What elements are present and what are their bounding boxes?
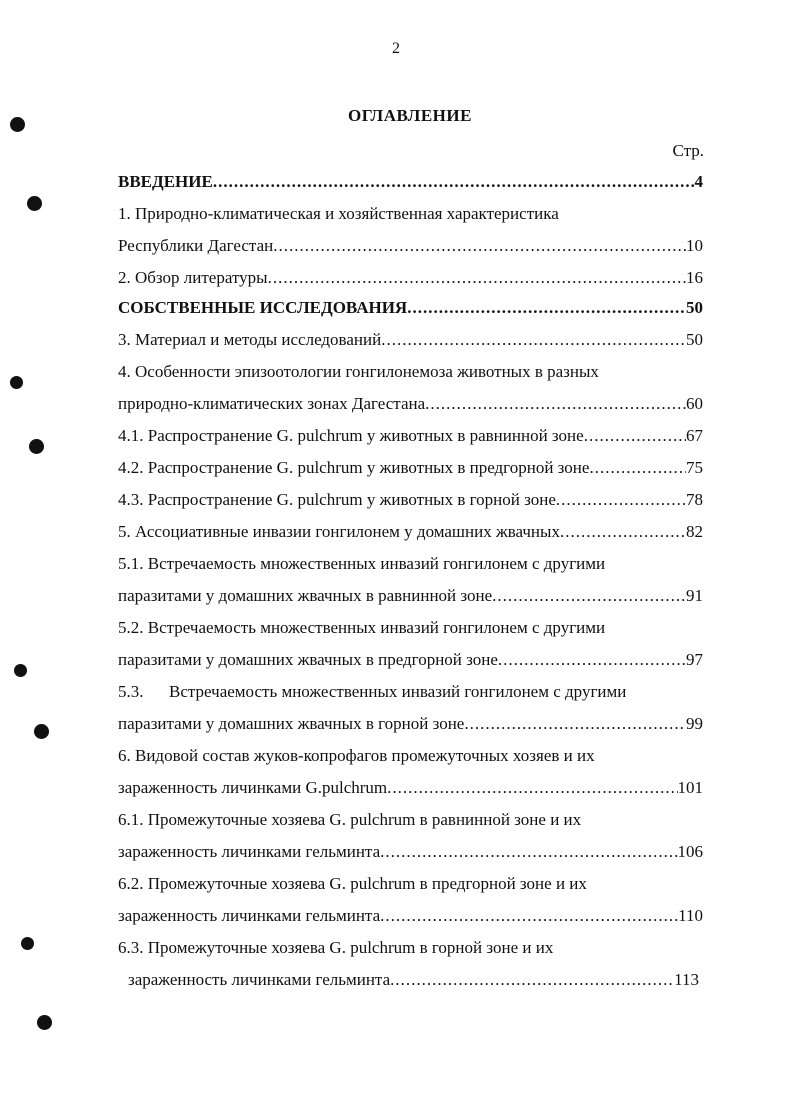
toc-entry-section-6-3-line-2[interactable] bbox=[128, 970, 699, 994]
toc-entry-section-4-3[interactable] bbox=[118, 490, 703, 514]
toc-entry-text: паразитами у домашних жвачных в горной зоне bbox=[118, 714, 465, 733]
toc-entry-text: ВВЕДЕНИЕ bbox=[118, 172, 213, 191]
toc-entry-page: 97 bbox=[686, 650, 703, 669]
toc-entry-page: 78 bbox=[686, 490, 703, 509]
toc-leader-dots bbox=[381, 330, 686, 350]
toc-leader-dots bbox=[498, 650, 686, 670]
toc-entry-section-6-1-line-1[interactable] bbox=[118, 810, 581, 834]
toc-leader-dots bbox=[380, 842, 677, 862]
toc-entry-chapter-6-line-2[interactable] bbox=[118, 778, 703, 802]
toc-entry-text: 5.1. Встречаемость множественных инвазий гонгилонем с другими bbox=[118, 554, 606, 573]
toc-entry-page: 99 bbox=[686, 714, 703, 733]
toc-entry-chapter-1-line-2[interactable] bbox=[118, 236, 703, 260]
toc-entry-text: 4. Особенности эпизоотологии гонгилонемоза животных в разных bbox=[118, 362, 599, 381]
page-number: 2 bbox=[392, 40, 400, 57]
toc-entry-text: 3. Материал и методы исследований bbox=[118, 330, 382, 349]
punch-hole-mark bbox=[10, 376, 23, 389]
toc-leader-dots bbox=[273, 236, 686, 256]
toc-entry-text: зараженность личинками гельминта bbox=[118, 906, 381, 925]
toc-entry-text: паразитами у домашних жвачных в предгорной зоне bbox=[118, 650, 498, 669]
toc-entry-page: 106 bbox=[677, 842, 703, 861]
toc-leader-dots bbox=[556, 490, 686, 510]
toc-entry-text: 2. Обзор литературы bbox=[118, 268, 268, 287]
toc-leader-dots bbox=[584, 426, 686, 446]
toc-entry-section-4-2[interactable] bbox=[118, 458, 703, 482]
toc-title: ОГЛАВЛЕНИЕ bbox=[348, 106, 472, 125]
toc-entry-page: 60 bbox=[686, 394, 703, 413]
punch-hole-mark bbox=[37, 1015, 52, 1030]
toc-entry-page: 91 bbox=[686, 586, 703, 605]
toc-entry-text: зараженность личинками G.pulchrum bbox=[118, 778, 388, 797]
toc-entry-section-5-3-line-2[interactable] bbox=[118, 714, 703, 738]
punch-hole-mark bbox=[34, 724, 49, 739]
toc-entry-section-6-2-line-2[interactable] bbox=[118, 906, 703, 930]
toc-entry-text: Республики Дагестан bbox=[118, 236, 274, 255]
toc-leader-dots bbox=[390, 970, 674, 990]
toc-entry-chapter-5[interactable] bbox=[118, 522, 703, 546]
toc-entry-section-6-3-line-1[interactable] bbox=[118, 938, 553, 962]
toc-leader-dots bbox=[492, 586, 686, 606]
toc-entry-text: зараженность личинками гельминта bbox=[118, 842, 381, 861]
page-column-label: Стр. bbox=[672, 141, 704, 160]
punch-hole-mark bbox=[27, 196, 42, 211]
toc-entry-text: природно-климатических зонах Дагестана bbox=[118, 394, 426, 413]
toc-entry-text: 4.3. Распространение G. pulchrum у животных в горной зоне bbox=[118, 490, 556, 509]
toc-entry-chapter-6-line-1[interactable] bbox=[118, 746, 595, 770]
toc-entry-chapter-3[interactable] bbox=[118, 330, 703, 354]
toc-entry-text: 5. Ассоциативные инвазии гонгилонем у домашних жвачных bbox=[118, 522, 560, 541]
toc-entry-page: 101 bbox=[677, 778, 703, 797]
toc-entry-section-5-2-line-2[interactable] bbox=[118, 650, 703, 674]
toc-entry-text: зараженность личинками гельминта bbox=[128, 970, 391, 989]
toc-leader-dots bbox=[589, 458, 686, 478]
toc-entry-text: 5.2. Встречаемость множественных инвазий гонгилонем с другими bbox=[118, 618, 606, 637]
toc-entry-text: 6.3. Промежуточные хозяева G. pulchrum в горной зоне и их bbox=[118, 938, 554, 957]
punch-hole-mark bbox=[14, 664, 27, 677]
toc-leader-dots bbox=[380, 906, 678, 926]
toc-leader-dots bbox=[425, 394, 686, 414]
toc-entry-section-5-3-line-1[interactable] bbox=[118, 682, 626, 706]
toc-leader-dots bbox=[387, 778, 677, 798]
toc-entry-text: 5.3. Встречаемость множественных инвазий гонгилонем с другими bbox=[118, 682, 627, 701]
toc-entry-page: 10 bbox=[686, 236, 703, 255]
toc-entry-section-5-2-line-1[interactable] bbox=[118, 618, 605, 642]
toc-leader-dots bbox=[560, 522, 686, 542]
toc-entry-page: 50 bbox=[686, 298, 703, 317]
toc-entry-text: СОБСТВЕННЫЕ ИССЛЕДОВАНИЯ bbox=[118, 298, 408, 317]
toc-entry-page: 50 bbox=[686, 330, 703, 349]
toc-entry-introduction[interactable] bbox=[118, 172, 703, 196]
toc-entry-page: 75 bbox=[686, 458, 703, 477]
toc-entry-chapter-4-line-1[interactable] bbox=[118, 362, 599, 386]
toc-leader-dots bbox=[268, 268, 686, 288]
toc-entry-chapter-2[interactable] bbox=[118, 268, 703, 292]
toc-entry-page: 113 bbox=[674, 970, 699, 989]
toc-entry-text: 4.2. Распространение G. pulchrum у животных в предгорной зоне bbox=[118, 458, 590, 477]
toc-entry-section-6-1-line-2[interactable] bbox=[118, 842, 703, 866]
toc-entry-page: 4 bbox=[694, 172, 703, 191]
toc-entry-page: 82 bbox=[686, 522, 703, 541]
toc-entry-text: паразитами у домашних жвачных в равнинной зоне bbox=[118, 586, 493, 605]
toc-leader-dots bbox=[407, 298, 686, 318]
toc-entry-section-6-2-line-1[interactable] bbox=[118, 874, 587, 898]
toc-entry-page: 110 bbox=[678, 906, 703, 925]
toc-entry-chapter-4-line-2[interactable] bbox=[118, 394, 703, 418]
toc-entry-chapter-1-line-1[interactable] bbox=[118, 204, 559, 228]
punch-hole-mark bbox=[21, 937, 34, 950]
toc-entry-page: 67 bbox=[686, 426, 703, 445]
toc-entry-text: 6.1. Промежуточные хозяева G. pulchrum в равнинной зоне и их bbox=[118, 810, 582, 829]
toc-entry-text: 6.2. Промежуточные хозяева G. pulchrum в предгорной зоне и их bbox=[118, 874, 587, 893]
punch-hole-mark bbox=[29, 439, 44, 454]
toc-entry-section-5-1-line-1[interactable] bbox=[118, 554, 605, 578]
toc-entry-page: 16 bbox=[686, 268, 703, 287]
toc-entry-section-5-1-line-2[interactable] bbox=[118, 586, 703, 610]
toc-entry-section-4-1[interactable] bbox=[118, 426, 703, 450]
toc-leader-dots bbox=[213, 172, 695, 192]
toc-leader-dots bbox=[464, 714, 686, 734]
toc-entry-text: 4.1. Распространение G. pulchrum у животных в равнинной зоне bbox=[118, 426, 584, 445]
toc-entry-text: 1. Природно-климатическая и хозяйственная характеристика bbox=[118, 204, 559, 223]
toc-entry-text: 6. Видовой состав жуков-копрофагов промежуточных хозяев и их bbox=[118, 746, 595, 765]
toc-entry-own-research[interactable] bbox=[118, 298, 703, 322]
punch-hole-mark bbox=[10, 117, 25, 132]
